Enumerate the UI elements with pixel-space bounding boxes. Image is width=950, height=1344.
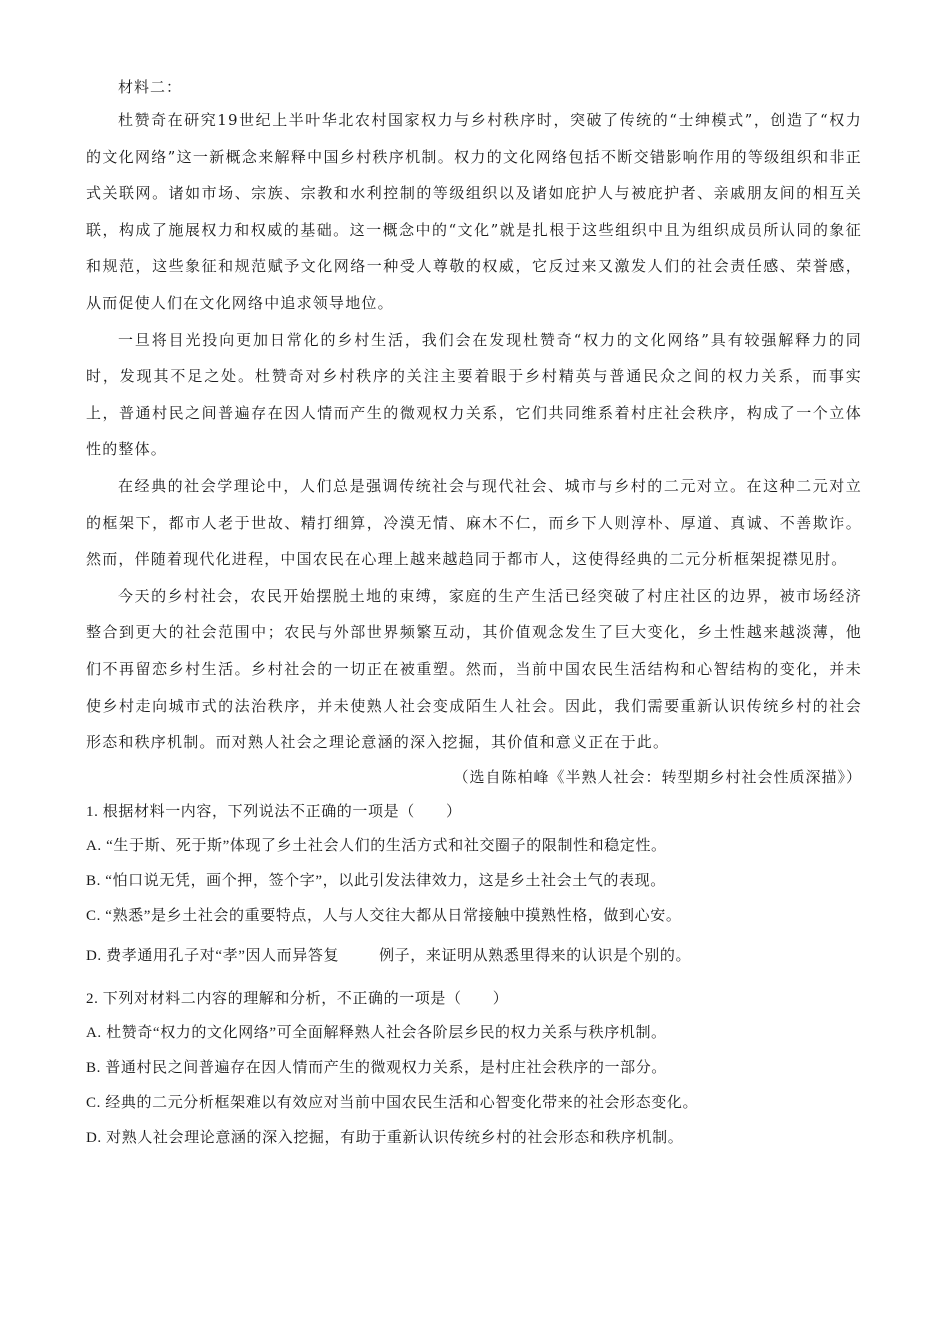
question-1-option-a[interactable]: A. “生于斯、死于斯”体现了乡土社会人们的生活方式和社交圈子的限制性和稳定性。 [86,837,667,854]
question-1-option-c[interactable]: C. “熟悉”是乡土社会的重要特点，人与人交往大都从日常接触中摸熟性格，做到心安。 [86,907,682,924]
question-2-option-d[interactable]: D. 对熟人社会理论意涵的深入挖掘，有助于重新认识传统乡村的社会形态和秩序机制。 [86,1129,684,1146]
question-2-option-a[interactable]: A. 杜赞奇“权力的文化网络”可全面解释熟人社会各阶层乡民的权力关系与秩序机制。 [86,1024,667,1041]
material-label: 材料二： [118,78,183,96]
question-1-option-d[interactable] [86,939,862,974]
question-1-option-b[interactable]: B. “怕口说无凭，画个押，签个字”，以此引发法律效力，这是乡土社会土气的表现。 [86,872,666,889]
material-paragraph-1: 杜赞奇在研究19世纪上半叶华北农村国家权力与乡村秩序时，突破了传统的“士绅模式”，创造了“权力的文化网络”这一新概念来解释中国乡村秩序机制。权力的文化网络包括不断交错影响作用的等级组织和非正式关联网。诸如市场、宗族、宗教和水利控制的等级组织以及诸如庇护人与被庇护者、亲戚朋友间的相互关联，构成了施展权力和权威的基础。这一概念中的“文化”就是扎根于这些组织中且为组织成员所认同的象征和规范，这些象征和规范赋予文化网络一种受人尊敬的权威，它反过来又激发人们的社会责任感、荣誉感，从而促使人们在文化网络中追求领导地位。 [86,111,862,312]
question-1 [86,795,862,974]
question-2 [86,982,862,1156]
question-2-title: 2. 下列对材料二内容的理解和分析，不正确的一项是（ ） [86,990,509,1007]
source-citation: （选自陈柏峰《半熟人社会：转型期乡村社会性质深描》） [453,767,862,786]
option-d-text-start: D. 费孝通用孔子对“孝”因人而异答复 [86,947,340,964]
option-d-text-end: 例子，来证明从熟悉里得来的认识是个别的。 [379,947,692,964]
material-paragraph-2: 一旦将目光投向更加日常化的乡村生活，我们会在发现杜赞奇“权力的文化网络”具有较强解释力的同时，发现其不足之处。杜赞奇对乡村秩序的关注主要着眼于乡村精英与普通民众之间的权力关系，而事实上，普通村民之间普遍存在因人情而产生的微观权力关系，它们共同维系着村庄社会秩序，构成了一个立体性的整体。 [86,330,862,459]
question-1-title: 1. 根据材料一内容，下列说法不正确的一项是（ ） [86,803,462,820]
question-2-option-b[interactable]: B. 普通村民之间普遍存在因人情而产生的微观权力关系，是村庄社会秩序的一部分。 [86,1059,667,1076]
question-2-option-c[interactable]: C. 经典的二元分析框架难以有效应对当前中国农民生活和心智变化带来的社会形态变化。 [86,1094,699,1111]
material-paragraph-4: 今天的乡村社会，农民开始摆脱土地的束缚，家庭的生产生活已经突破了村庄社区的边界，被市场经济整合到更大的社会范围中；农民与外部世界频繁互动，其价值观念发生了巨大变化，乡土性越来越淡薄，他们不再留恋乡村生活。乡村社会的一切正在被重塑。然而，当前中国农民生活结构和心智结构的变化，并未使乡村走向城市式的法治秩序，并未使熟人社会变成陌生人社会。因此，我们需要重新认识传统乡村的社会形态和秩序机制。而对熟人社会之理论意涵的深入挖掘，其价值和意义正在于此。 [86,586,862,752]
material-paragraph-3: 在经典的社会学理论中，人们总是强调传统社会与现代社会、城市与乡村的二元对立。在这种二元对立的框架下，都市人老于世故、精打细算，冷漠无情、麻木不仁，而乡下人则淳朴、厚道、真诚、不善欺诈。然而，伴随着现代化进程，中国农民在心理上越来越趋同于都市人，这使得经典的二元分析框架捉襟见肘。 [86,476,862,569]
document-page [86,72,862,1156]
